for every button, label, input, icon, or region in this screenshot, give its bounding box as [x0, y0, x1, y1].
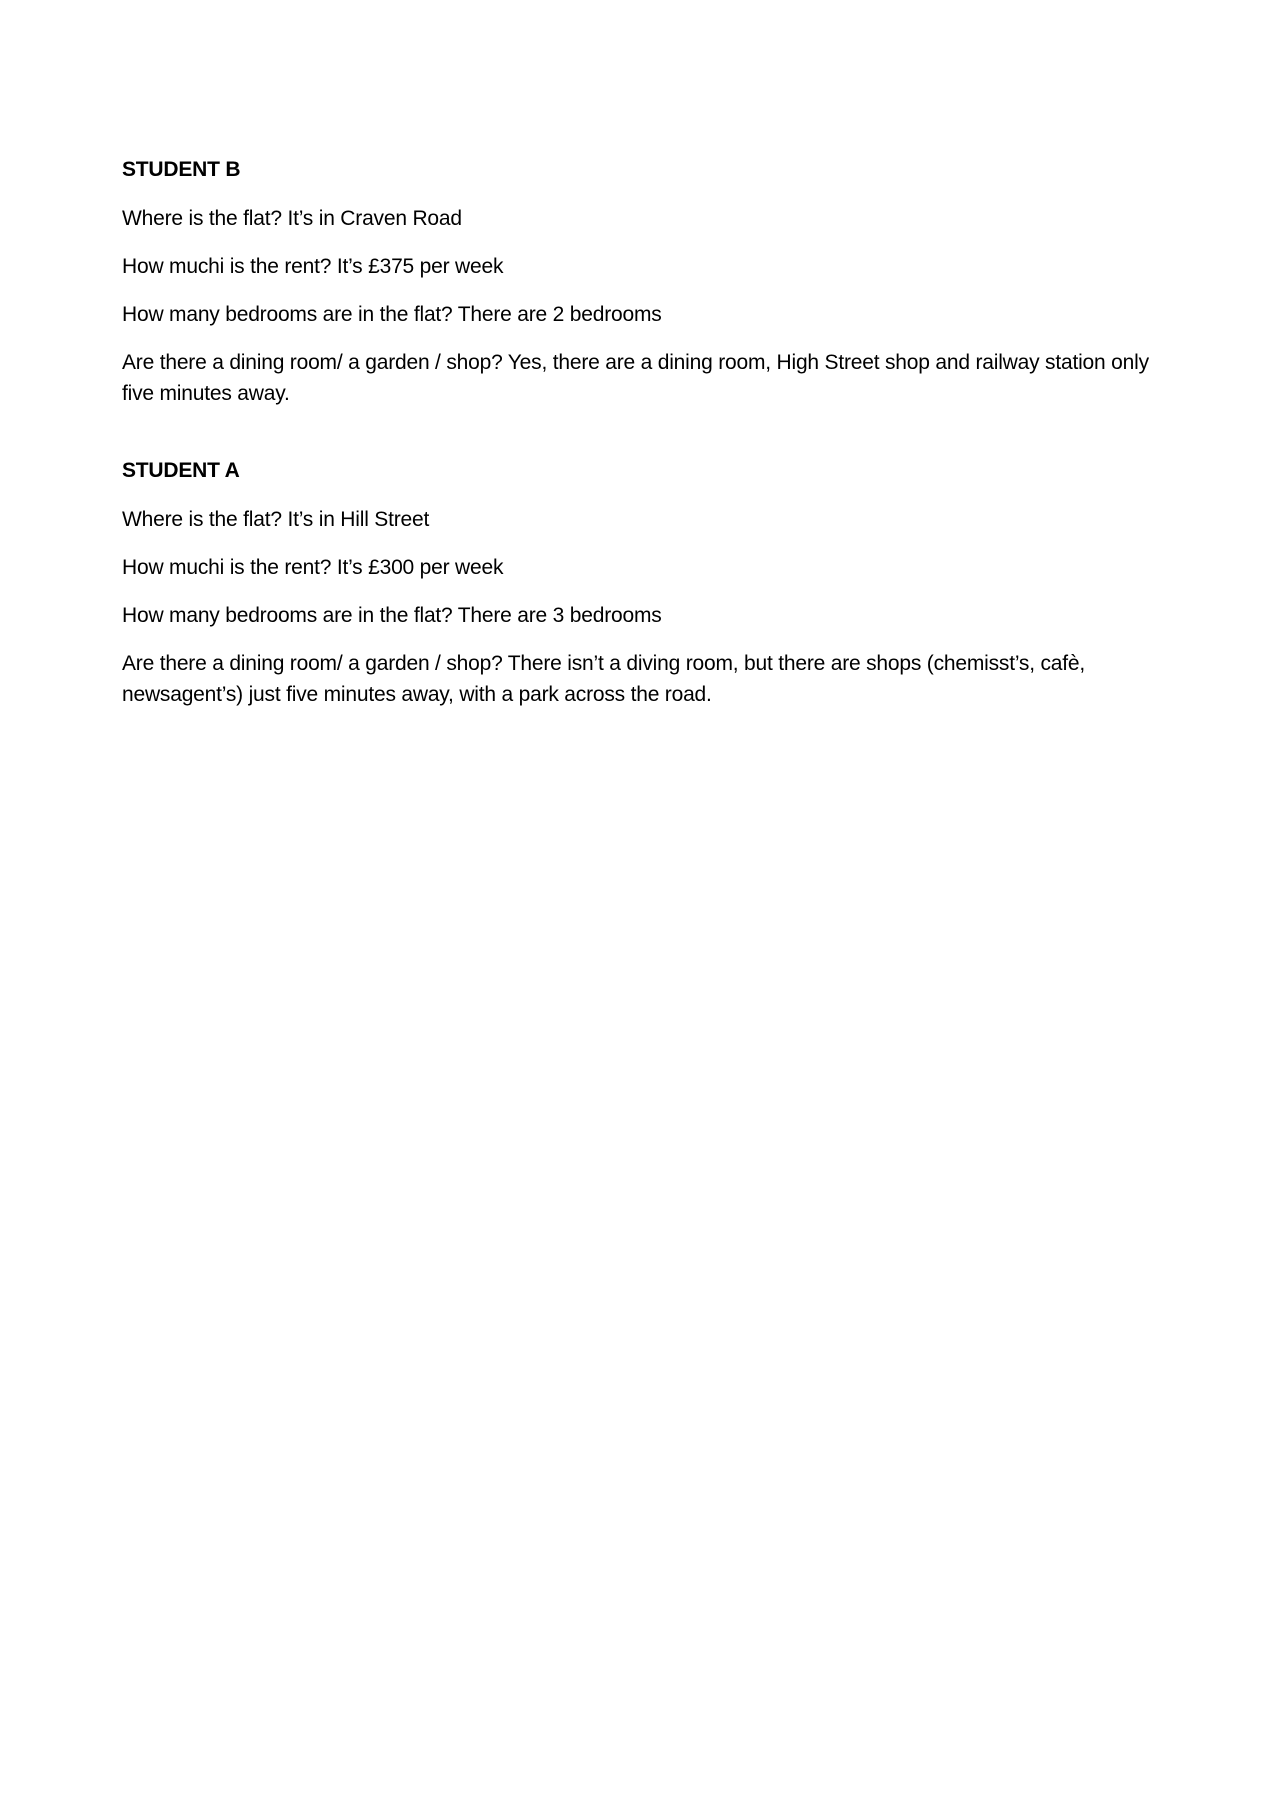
question-amenities: Are there a dining room/ a garden / shop? Yes, there are a dining room, High Street shop and railway station only five minutes away.	[122, 351, 1149, 405]
student-a-section	[122, 455, 1162, 710]
section-heading: STUDENT A	[122, 459, 240, 482]
student-b-section	[122, 154, 1162, 409]
question-bedrooms: How many bedrooms are in the flat? There are 3 bedrooms	[122, 604, 662, 627]
question-rent: How muchi is the rent? It’s £300 per week	[122, 556, 504, 579]
section-heading: STUDENT B	[122, 158, 241, 181]
question-rent: How muchi is the rent? It’s £375 per week	[122, 255, 504, 278]
question-bedrooms: How many bedrooms are in the flat? There are 2 bedrooms	[122, 303, 662, 326]
question-location: Where is the flat? It’s in Hill Street	[122, 508, 430, 531]
question-amenities: Are there a dining room/ a garden / shop? There isn’t a diving room, but there are shops (chemisst’s, cafè, newsagent’s) just five minutes away, with a park across the road.	[122, 652, 1086, 706]
document-content	[122, 154, 1162, 710]
question-location: Where is the flat? It’s in Craven Road	[122, 207, 462, 230]
